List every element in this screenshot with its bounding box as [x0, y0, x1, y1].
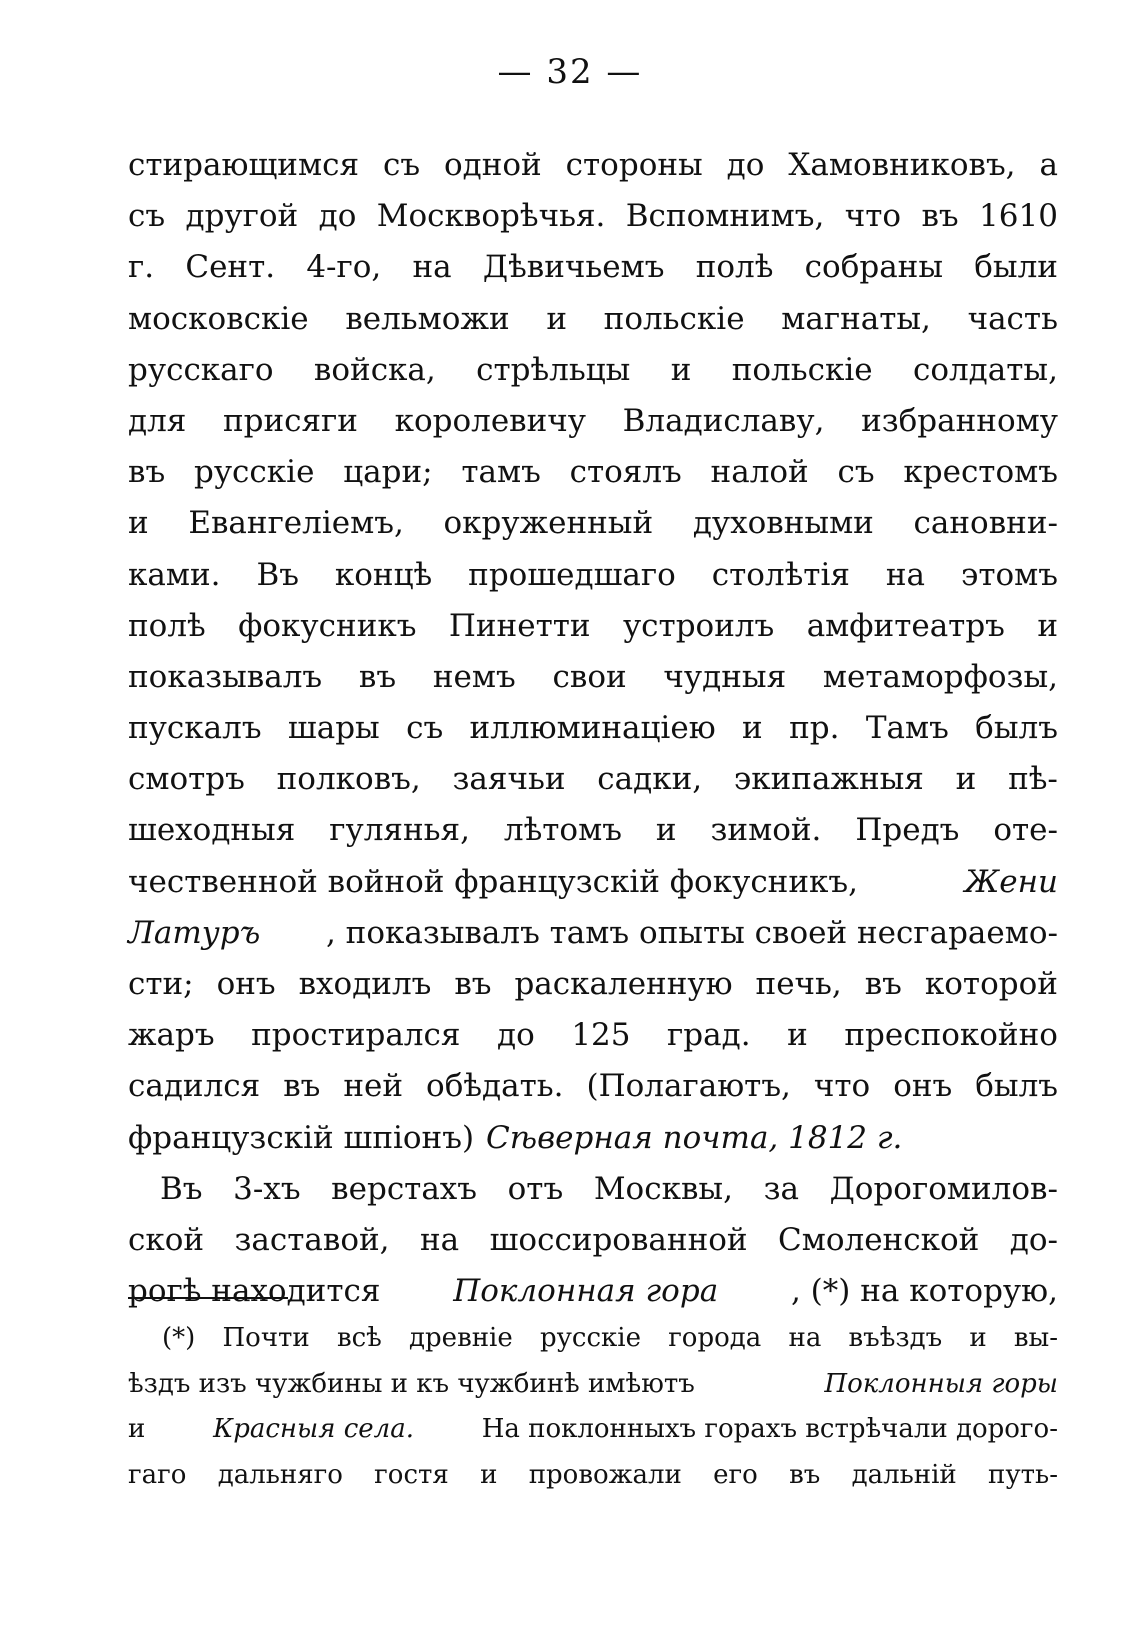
text-segment: ѣздъ изъ чужбины и къ чужбинѣ имѣютъ	[128, 1368, 695, 1399]
page-number: — 32 —	[497, 52, 643, 92]
text-line	[128, 498, 1058, 549]
text-line	[128, 908, 1058, 959]
text-line	[128, 959, 1058, 1010]
text-segment: жаръ простирался до 125 град. и преспокойно	[128, 1017, 1058, 1054]
main-text	[128, 140, 1058, 1317]
italic-text: Жени	[964, 863, 1058, 900]
text-line	[128, 140, 1058, 191]
text-segment: шеходныя гулянья, лѣтомъ и зимой. Предъ оте-	[128, 812, 1058, 849]
text-line	[128, 1164, 1058, 1215]
text-segment: гаго дальняго гостя и провожали его въ дальній путь-	[128, 1459, 1058, 1490]
footnote-line	[128, 1453, 1058, 1499]
text-line	[128, 294, 1058, 345]
text-segment: московскіе вельможи и польскіе магнаты, часть	[128, 300, 1058, 337]
text-line	[128, 242, 1058, 293]
text-line	[128, 703, 1058, 754]
text-line	[128, 805, 1058, 856]
text-segment: и Евангеліемъ, окруженный духовными сановни-	[128, 505, 1058, 542]
text-segment: ской заставой, на шоссированной Смоленской до-	[128, 1221, 1058, 1258]
text-segment: рогѣ находится	[128, 1273, 381, 1310]
text-line	[128, 652, 1058, 703]
text-segment: Въ 3-хъ верстахъ отъ Москвы, за Дорогомилов-	[160, 1170, 1058, 1207]
text-segment: и	[128, 1414, 146, 1444]
text-line	[128, 1215, 1058, 1266]
text-segment: полѣ фокусникъ Пинетти устроилъ амфитеатръ и	[128, 607, 1058, 644]
text-line	[128, 1266, 1058, 1317]
text-line	[128, 754, 1058, 805]
footnote-line	[128, 1407, 1058, 1453]
italic-text: Поклонныя горы	[824, 1368, 1058, 1399]
text-segment: французскій шпіонъ)	[128, 1119, 475, 1156]
text-segment: , (*) на которую,	[790, 1273, 1058, 1310]
text-segment: садился въ ней обѣдать. (Полагаютъ, что онъ былъ	[128, 1068, 1058, 1105]
text-segment: русскаго войска, стрѣльцы и польскіе солдаты,	[128, 351, 1058, 388]
text-segment: ками. Въ концѣ прошедшаго столѣтія на этомъ	[128, 556, 1058, 593]
italic-text: Латуръ	[128, 914, 261, 951]
text-segment: чественной войной французскій фокусникъ,	[128, 863, 858, 900]
text-segment: (*) Почти всѣ древніе русскіе города на въѣздъ и вы-	[162, 1323, 1058, 1353]
text-line	[128, 345, 1058, 396]
text-segment: На поклонныхъ горахъ встрѣчали дорого-	[481, 1414, 1058, 1444]
text-line	[128, 396, 1058, 447]
text-segment: сти; онъ входилъ въ раскаленную печь, въ которой	[128, 966, 1058, 1002]
text-segment: пускалъ шары съ иллюминаціею и пр. Тамъ былъ	[128, 710, 1058, 747]
text-line	[128, 601, 1058, 652]
text-line	[128, 857, 1058, 908]
text-line	[128, 1061, 1058, 1112]
text-segment: г. Сент. 4-го, на Дѣвичьемъ полѣ собраны были	[128, 249, 1058, 286]
text-segment: стирающимся съ одной стороны до Хамовниковъ, а	[128, 147, 1058, 183]
footnote-line	[128, 1362, 1058, 1408]
text-line	[128, 1010, 1058, 1061]
text-segment: съ другой до Москворѣчья. Вспомнимъ, что въ 1610	[128, 198, 1058, 235]
text-line	[128, 191, 1058, 242]
italic-text: Сѣверная почта, 1812 г.	[486, 1119, 903, 1156]
text-segment: , показывалъ тамъ опыты своей несгараемо-	[325, 914, 1058, 951]
text-line	[128, 447, 1058, 498]
italic-text: Красныя села.	[213, 1414, 414, 1444]
text-segment: въ русскіе цари; тамъ стоялъ налой съ крестомъ	[128, 454, 1058, 491]
text-segment: для присяги королевичу Владиславу, избранному	[128, 402, 1058, 439]
footnote-line	[128, 1316, 1058, 1362]
footnote	[128, 1316, 1058, 1498]
footnote-separator	[128, 1297, 288, 1299]
text-segment: смотръ полковъ, заячьи садки, экипажныя и пѣ-	[128, 761, 1058, 798]
text-line	[128, 550, 1058, 601]
text-line	[128, 1113, 1058, 1164]
text-segment: показывалъ въ немъ свои чудныя метаморфозы,	[128, 658, 1058, 695]
italic-text: Поклонная гора	[453, 1273, 719, 1310]
